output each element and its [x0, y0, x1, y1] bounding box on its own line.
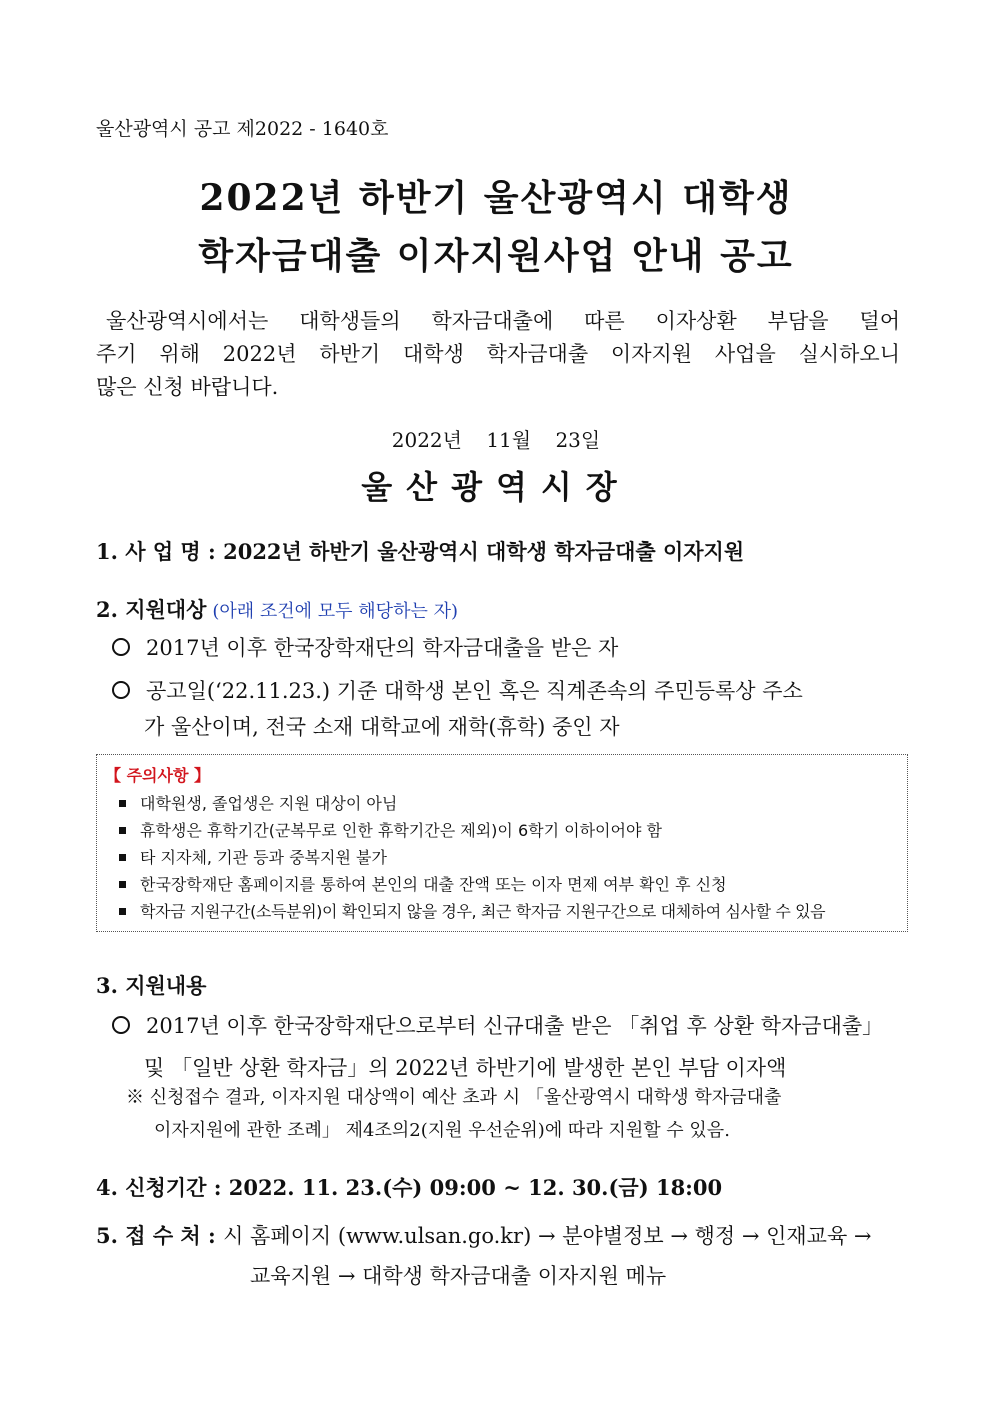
bullet-text-continued: 및 「일반 상환 학자금」의 2022년 하반기에 발생한 본인 부담 이자액: [144, 1056, 787, 1080]
section-text: 시 홈페이지 (www.ulsan.go.kr) → 분야별정보 → 행정 → 인재교육 →: [223, 1224, 872, 1248]
caution-item: 학자금 지원구간(소득분위)이 확인되지 않을 경우, 최근 학자금 지원구간으로 대체하여 심사할 수 있음: [105, 898, 899, 925]
eligibility-item: [112, 673, 902, 745]
circle-bullet-icon: [112, 681, 130, 699]
intro-paragraph: [96, 305, 900, 404]
section-label: 1. 사 업 명 :: [96, 539, 216, 564]
square-bullet-icon: [119, 827, 126, 834]
support-content-item: [112, 1005, 902, 1089]
section-eligibility: [96, 594, 458, 624]
section-label: 2. 지원대상: [96, 597, 207, 622]
section-note: (아래 조건에 모두 해당하는 자): [212, 601, 458, 622]
intro-line: 주기 위해 2022년 하반기 대학생 학자금대출 이자지원 사업을 실시하오니: [96, 342, 900, 366]
caution-item: 대학원생, 졸업생은 지원 대상이 아님: [105, 790, 899, 817]
eligibility-item: [112, 630, 902, 666]
reference-text-continued: 이자지원에 관한 조례」 제4조의2(지원 우선순위)에 따라 지원할 수 있음.: [154, 1120, 730, 1141]
bullet-text: 공고일(‘22.11.23.) 기준 대학생 본인 혹은 직계존속의 주민등록상 주소: [146, 679, 803, 703]
circle-bullet-icon: [112, 1016, 130, 1034]
section-support-content: 3. 지원내용: [96, 973, 207, 998]
section-text: 2022. 11. 23.(수) 09:00 ~ 12. 30.(금) 18:00: [228, 1175, 723, 1200]
bullet-text-continued: 가 울산이며, 전국 소재 대학교에 재학(휴학) 중인 자: [144, 715, 620, 739]
section-text: 2022년 하반기 울산광역시 대학생 학자금대출 이자지원: [223, 539, 745, 564]
square-bullet-icon: [119, 854, 126, 861]
caution-item: 휴학생은 휴학기간(군복무로 인한 휴학기간은 제외)이 6학기 이하이어야 함: [105, 817, 899, 844]
title-line-2: 학자금대출 이자지원사업 안내 공고: [198, 235, 794, 277]
bullet-text: 2017년 이후 한국장학재단의 학자금대출을 받은 자: [146, 636, 619, 660]
section-text-continued: 교육지원 → 대학생 학자금대출 이자지원 메뉴: [250, 1264, 667, 1288]
intro-line: 많은 신청 바랍니다.: [96, 375, 279, 399]
square-bullet-icon: [119, 800, 126, 807]
title-line-1: 2022년 하반기 울산광역시 대학생: [199, 177, 793, 219]
reference-text: ※ 신청접수 결과, 이자지원 대상액이 예산 초과 시 「울산광역시 대학생 학자금대출: [126, 1087, 782, 1108]
circle-bullet-icon: [112, 638, 130, 656]
caution-box: [96, 754, 908, 932]
caution-item: 타 지자체, 기관 등과 중복지원 불가: [105, 844, 899, 871]
caution-list: [105, 790, 899, 925]
section-business-name: [96, 536, 744, 566]
section-label: 5. 접 수 처 :: [96, 1223, 216, 1248]
section-application-period: [96, 1172, 722, 1202]
notice-date: 2022년 11월 23일: [391, 428, 601, 452]
caution-item: 한국장학재단 홈페이지를 통하여 본인의 대출 잔액 또는 이자 면제 여부 확인 후 신청: [105, 871, 899, 898]
section-reception: [96, 1216, 872, 1296]
section-label: 4. 신청기간 :: [96, 1175, 222, 1200]
notice-number: 울산광역시 공고 제2022 - 1640호: [96, 118, 389, 140]
reference-note: [126, 1081, 900, 1147]
intro-line: 울산광역시에서는 대학생들의 학자금대출에 따른 이자상환 부담을 덜어: [106, 309, 900, 333]
square-bullet-icon: [119, 908, 126, 915]
square-bullet-icon: [119, 881, 126, 888]
caution-title: 【 주의사항 】: [105, 766, 210, 785]
signer: 울산광역시장: [361, 468, 631, 506]
bullet-text: 2017년 이후 한국장학재단으로부터 신규대출 받은 「취업 후 상환 학자금대출」: [146, 1014, 884, 1038]
